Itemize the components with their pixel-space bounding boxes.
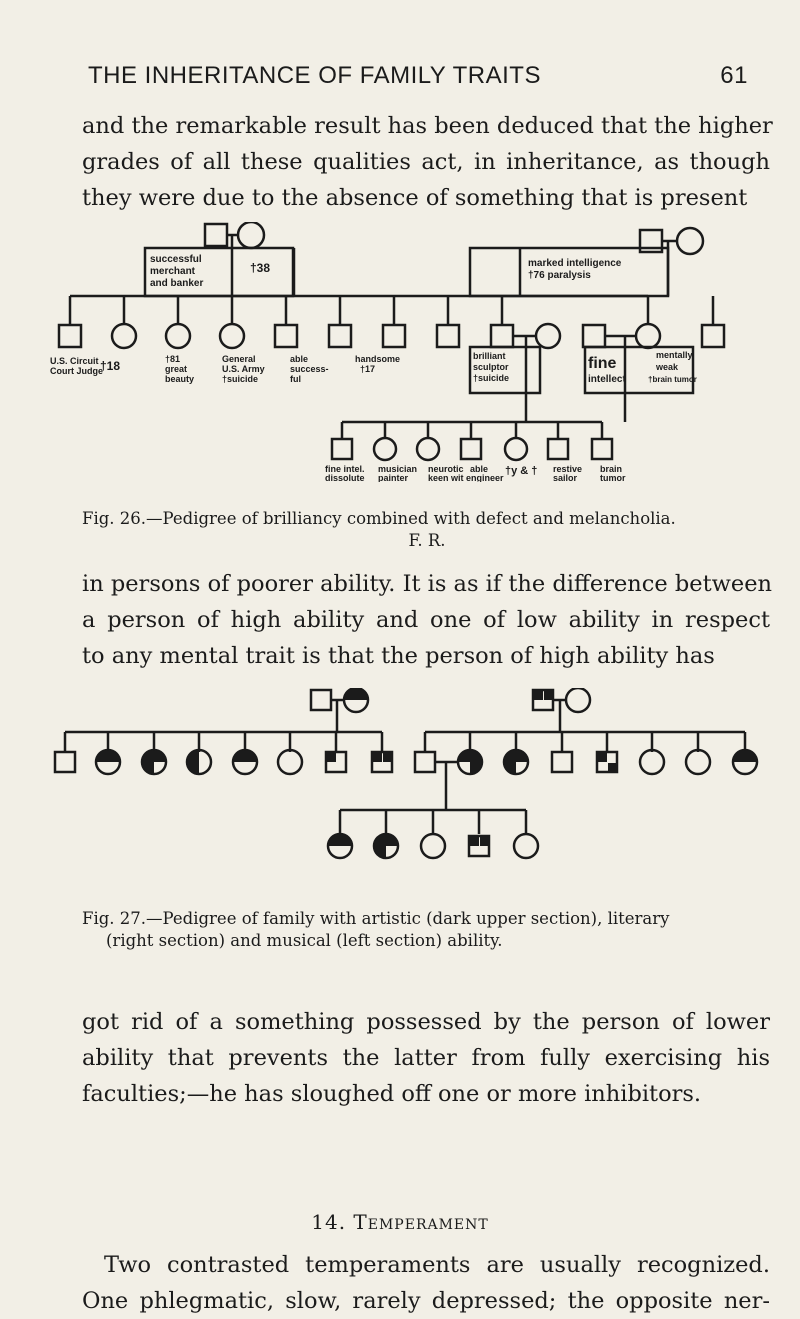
child-label: †18 <box>100 359 121 373</box>
text-line: Two contrasted temperaments are usually recognized. <box>104 1252 770 1278</box>
text-line: got rid of a something possessed by the person of lower <box>82 1009 770 1035</box>
child-square <box>59 325 81 347</box>
paragraph-1 <box>82 108 773 216</box>
text-line: they were due to the absence of something that is present <box>82 185 748 211</box>
offspring-circle <box>514 834 538 858</box>
paragraph-2 <box>82 566 773 674</box>
spouse-circle <box>536 324 560 348</box>
child-label: weak <box>656 362 679 372</box>
founder-label: and banker <box>150 278 204 289</box>
page-number: 61 <box>720 62 748 89</box>
grandchild-circle <box>505 438 527 460</box>
other-man-label: †76 paralysis <box>528 270 591 281</box>
child-label: mentally <box>656 350 693 360</box>
founder-label: merchant <box>150 266 196 277</box>
running-title: THE INHERITANCE OF FAMILY TRAITS <box>88 62 541 89</box>
other-man-label: marked intelligence <box>528 258 622 269</box>
offspring-circle <box>278 750 302 774</box>
child-square <box>702 325 724 347</box>
child-label: beauty <box>165 374 195 384</box>
child-circle <box>166 324 190 348</box>
grandchild-label: dissolute <box>325 473 365 482</box>
caption-line: (right section) and musical (left section) ability. <box>106 931 503 950</box>
second-female-circle <box>677 228 703 254</box>
figure-27-caption <box>82 908 772 952</box>
grandchild-label: keen wit <box>428 473 464 482</box>
child-label: ful <box>290 374 301 384</box>
text-line: and the remarkable result has been deduced that the higher <box>82 113 773 139</box>
offspring-circle <box>686 750 710 774</box>
offspring-square <box>415 752 435 772</box>
child-circle <box>112 324 136 348</box>
spouse-square <box>583 325 605 347</box>
child-label: †81 <box>165 354 181 364</box>
grandchild-label: fine intel. <box>325 464 365 474</box>
offspring-square <box>552 752 572 772</box>
grandchild-label: able <box>470 464 489 474</box>
parent-square <box>311 690 331 710</box>
child-label: Court Judge <box>50 366 103 376</box>
child-label: U.S. Army <box>222 364 265 374</box>
figure-26-caption <box>82 508 772 552</box>
founder-male-square <box>205 224 227 246</box>
offspring-circle <box>421 834 445 858</box>
child-label: intellect <box>588 374 626 385</box>
caption-line: F. R. <box>408 531 446 550</box>
child-label: General <box>222 354 256 364</box>
child-label: †brain tumor <box>648 375 697 384</box>
grandchild-circle <box>417 438 439 460</box>
section-heading: 14. Temperament <box>311 1210 489 1234</box>
grandchild-square <box>548 439 568 459</box>
paragraph-3 <box>82 1004 770 1112</box>
founder-wife-label: †38 <box>250 261 271 275</box>
founder-label: successful <box>150 254 202 265</box>
child-label: success- <box>290 364 329 374</box>
caption-line: Fig. 27.—Pedigree of family with artistic (dark upper section), literary <box>82 909 670 928</box>
grandchild-square <box>332 439 352 459</box>
child-square <box>275 325 297 347</box>
founder-female-circle <box>238 222 264 248</box>
text-line: in persons of poorer ability. It is as if the difference between <box>82 571 773 597</box>
child-square <box>383 325 405 347</box>
offspring-circle <box>640 750 664 774</box>
child-label: sculptor <box>473 362 509 372</box>
text-line: a person of high ability and one of low ability in respect <box>82 607 770 633</box>
child-label: able <box>290 354 309 364</box>
child-label: fine <box>588 355 617 372</box>
grandchild-label: sailor <box>553 473 578 482</box>
text-line: ability that prevents the latter from fully exercising his <box>82 1045 770 1071</box>
text-line: to any mental trait is that the person of high ability has <box>82 643 715 669</box>
child-square <box>437 325 459 347</box>
pedigree-figure-26 <box>0 222 800 482</box>
child-circle <box>220 324 244 348</box>
child-square <box>491 325 513 347</box>
running-header <box>88 62 748 96</box>
child-label: †suicide <box>222 374 259 384</box>
child-square <box>329 325 351 347</box>
child-label: †suicide <box>473 373 510 383</box>
child-label: U.S. Circuit <box>50 356 99 366</box>
grandchild-square <box>461 439 481 459</box>
text-line: grades of all these qualities act, in inheritance, as though <box>82 149 770 175</box>
grandchild-label: painter <box>378 473 409 482</box>
child-label: great <box>165 364 188 374</box>
caption-line: Fig. 26.—Pedigree of brilliancy combined with defect and melancholia. <box>82 509 676 528</box>
grandchild-label: tumor <box>600 473 626 482</box>
child-label: brilliant <box>473 351 506 361</box>
grandchild-circle <box>374 438 396 460</box>
grandchild-label: engineer <box>466 473 504 482</box>
grandchild-label: restive <box>553 464 583 474</box>
grandchild-square <box>592 439 612 459</box>
grandchild-label: †y & † <box>505 465 538 477</box>
grandchild-label: neurotic <box>428 464 464 474</box>
parent-circle <box>566 688 590 712</box>
child-label: †17 <box>360 364 376 374</box>
text-line: faculties;—he has sloughed off one or more inhibitors. <box>82 1081 702 1107</box>
grandchild-label: musician <box>378 464 418 474</box>
text-line: One phlegmatic, slow, rarely depressed; the opposite ner- <box>82 1288 770 1314</box>
pedigree-figure-27 <box>0 688 800 903</box>
offspring-square <box>55 752 75 772</box>
paragraph-4 <box>82 1247 770 1319</box>
child-label: handsome <box>355 354 401 364</box>
grandchild-label: brain <box>600 464 623 474</box>
child-circle <box>636 324 660 348</box>
